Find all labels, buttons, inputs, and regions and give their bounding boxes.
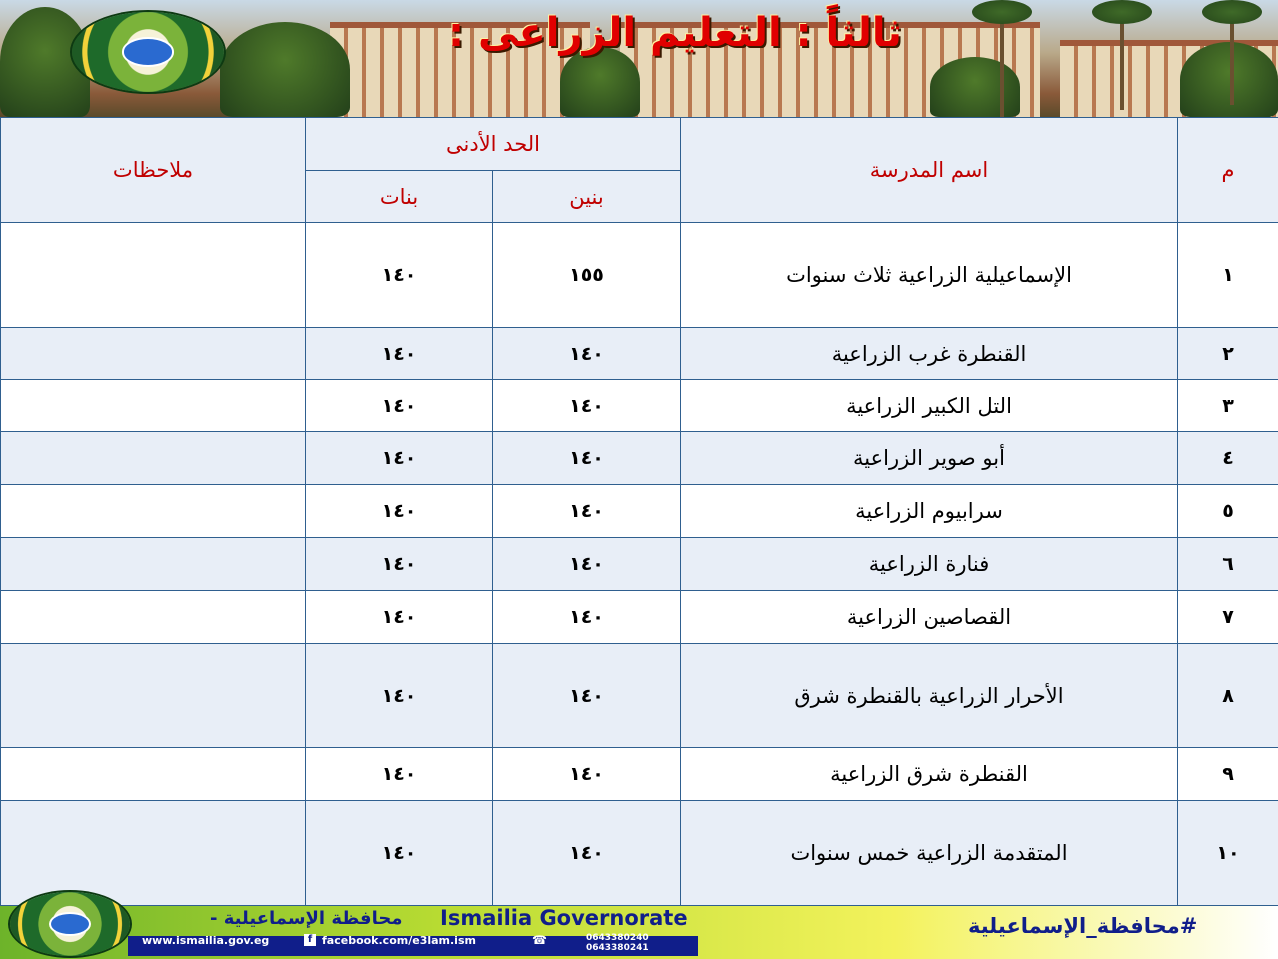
row-boys-min: ١٤٠: [493, 591, 681, 644]
row-notes: [1, 591, 306, 644]
agricultural-education-table: [0, 117, 1278, 906]
row-boys-min: ١٤٠: [493, 644, 681, 748]
row-school-name: الأحرار الزراعية بالقنطرة شرق: [681, 644, 1178, 748]
facebook-icon: f: [304, 934, 316, 946]
row-girls-min: ١٤٠: [306, 432, 493, 485]
header-school-name: اسم المدرسة: [681, 118, 1178, 223]
row-notes: [1, 223, 306, 328]
row-school-name: الإسماعيلية الزراعية ثلاث سنوات: [681, 223, 1178, 328]
row-index: ٨: [1178, 644, 1278, 748]
row-index: ٥: [1178, 485, 1278, 538]
row-school-name: المتقدمة الزراعية خمس سنوات: [681, 801, 1178, 906]
row-index: ١٠: [1178, 801, 1278, 906]
row-notes: [1, 485, 306, 538]
row-school-name: سرابيوم الزراعية: [681, 485, 1178, 538]
row-notes: [1, 432, 306, 485]
tree-image: [1180, 42, 1278, 117]
footer-facebook-link[interactable]: facebook.com/e3lam.ism: [322, 934, 476, 947]
row-girls-min: ١٤٠: [306, 328, 493, 380]
table-row: [1, 223, 1278, 328]
palm-tree-image: [1000, 10, 1004, 117]
tree-image: [220, 22, 350, 117]
row-school-name: القنطرة غرب الزراعية: [681, 328, 1178, 380]
row-girls-min: ١٤٠: [306, 223, 493, 328]
row-girls-min: ١٤٠: [306, 485, 493, 538]
row-boys-min: ١٤٠: [493, 485, 681, 538]
header-girls: بنات: [306, 171, 493, 223]
row-index: ٩: [1178, 748, 1278, 801]
row-notes: [1, 801, 306, 906]
row-school-name: أبو صوير الزراعية: [681, 432, 1178, 485]
footer-website-link[interactable]: www.ismailia.gov.eg: [142, 934, 270, 947]
row-school-name: التل الكبير الزراعية: [681, 380, 1178, 432]
row-index: ١: [1178, 223, 1278, 328]
palm-tree-image: [1230, 10, 1234, 105]
row-school-name: القنطرة شرق الزراعية: [681, 748, 1178, 801]
table-row: [1, 328, 1278, 380]
table-row: [1, 485, 1278, 538]
row-girls-min: ١٤٠: [306, 801, 493, 906]
row-boys-min: ١٤٠: [493, 801, 681, 906]
row-boys-min: ١٥٥: [493, 223, 681, 328]
table-header-row: [1, 118, 1278, 171]
row-boys-min: ١٤٠: [493, 538, 681, 591]
row-boys-min: ١٤٠: [493, 328, 681, 380]
row-index: ٢: [1178, 328, 1278, 380]
row-notes: [1, 328, 306, 380]
row-boys-min: ١٤٠: [493, 748, 681, 801]
row-index: ٣: [1178, 380, 1278, 432]
row-girls-min: ١٤٠: [306, 748, 493, 801]
header-index: م: [1178, 118, 1278, 223]
table-row: [1, 432, 1278, 485]
row-boys-min: ١٤٠: [493, 432, 681, 485]
row-girls-min: ١٤٠: [306, 644, 493, 748]
table-row: [1, 748, 1278, 801]
row-girls-min: ١٤٠: [306, 380, 493, 432]
governorate-logo: [72, 12, 224, 92]
footer-hashtag: #محافظة_الإسماعيلية: [968, 914, 1198, 938]
table-row: [1, 591, 1278, 644]
table-row: [1, 538, 1278, 591]
row-notes: [1, 538, 306, 591]
footer-phone-2: 0643380241: [586, 943, 649, 953]
row-school-name: القصاصين الزراعية: [681, 591, 1178, 644]
page-title: ثالثاً : التعليم الزراعى :: [448, 10, 902, 56]
header-boys: بنين: [493, 171, 681, 223]
footer-arabic-name: محافظة الإسماعيلية -: [210, 908, 403, 929]
phone-icon: ☎: [532, 933, 547, 947]
table-row: [1, 380, 1278, 432]
row-notes: [1, 380, 306, 432]
governorate-logo-footer: [10, 892, 130, 956]
footer-phone-1: 0643380240: [586, 933, 649, 943]
row-notes: [1, 748, 306, 801]
tree-image: [930, 57, 1020, 117]
header-minimum: الحد الأدنى: [306, 118, 681, 171]
row-girls-min: ١٤٠: [306, 591, 493, 644]
row-index: ٦: [1178, 538, 1278, 591]
palm-tree-image: [1120, 10, 1124, 110]
footer-english-name: Ismailia Governorate: [440, 906, 688, 930]
row-index: ٧: [1178, 591, 1278, 644]
row-index: ٤: [1178, 432, 1278, 485]
header-notes: ملاحظات: [1, 118, 306, 223]
row-notes: [1, 644, 306, 748]
row-school-name: فنارة الزراعية: [681, 538, 1178, 591]
table-row: [1, 801, 1278, 906]
table-row: [1, 644, 1278, 748]
row-boys-min: ١٤٠: [493, 380, 681, 432]
row-girls-min: ١٤٠: [306, 538, 493, 591]
